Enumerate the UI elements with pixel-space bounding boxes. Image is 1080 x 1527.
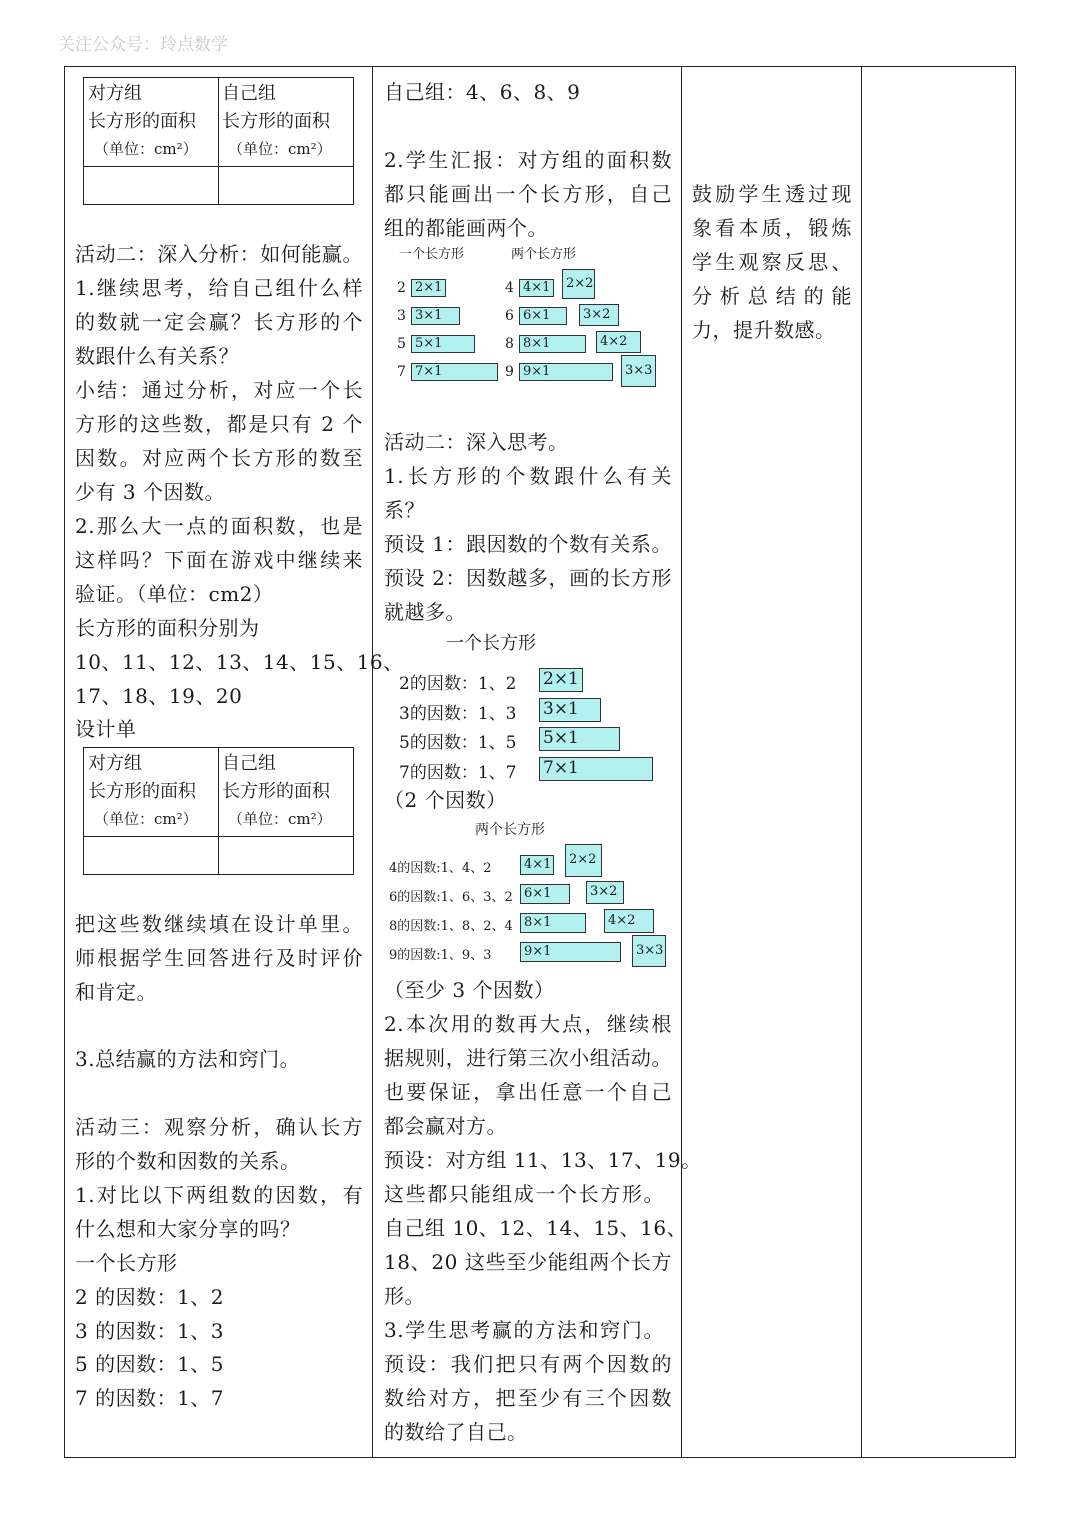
column-divider: [861, 67, 862, 1457]
text-line: （至少 3 个因数）: [384, 978, 555, 1002]
text-line: 这样吗？下面在游戏中继续来: [75, 548, 363, 572]
area-label: 长方形的面积: [88, 781, 196, 802]
text-line: 的数就一定会赢？长方形的个: [75, 310, 363, 334]
factor-label: 2的因数：1、2: [399, 674, 517, 694]
text-line: 一个长方形: [75, 1251, 178, 1275]
rectangle-2x1: 2×1: [411, 279, 446, 297]
text-line: 预设 2：因数越多，画的长方形: [384, 566, 672, 590]
text-line: 数跟什么有关系？: [75, 344, 239, 368]
text-line: 验证。（单位：cm2）: [75, 582, 274, 606]
text-line: 预设：我们把只有两个因数的: [384, 1352, 672, 1376]
design-table-bottom: [83, 747, 354, 875]
rectangles-figure-1: [391, 239, 661, 389]
figure-number: 2: [397, 280, 406, 296]
watermark: 关注公众号：玲点数学: [58, 35, 228, 55]
figure-number: 6: [505, 308, 514, 324]
text-line: 系？: [384, 498, 425, 522]
rectangles-figure-3: [387, 817, 672, 977]
rectangle-4x2: 4×2: [604, 909, 654, 933]
text-line: 18、20 这些至少能组两个长方: [384, 1250, 672, 1274]
factor-label: 9的因数:1、9、3: [389, 948, 492, 963]
text-line: 分析总结的能: [692, 284, 852, 308]
rectangle-7x1: 7×1: [411, 363, 498, 381]
figure-number: 4: [505, 280, 514, 296]
text-line: 预设 1：跟因数的个数有关系。: [384, 532, 672, 556]
text-line: 少有 3 个因数。: [75, 480, 225, 504]
figure-number: 3: [397, 308, 406, 324]
text-line: 17、18、19、20: [75, 684, 243, 708]
figure-title: 两个长方形: [511, 247, 577, 262]
column-divider: [681, 67, 682, 1457]
text-line: 数给对方，把至少有三个因数: [384, 1386, 672, 1410]
text-line: 的数给了自己。: [384, 1420, 528, 1444]
text-line: 形的个数和因数的关系。: [75, 1149, 301, 1173]
text-line: 10、11、12、13、14、15、16、: [75, 650, 404, 674]
text-line: 组的都能画两个。: [384, 216, 548, 240]
rectangle-3x1: 3×1: [539, 698, 601, 722]
rectangle-3x1: 3×1: [411, 307, 460, 325]
rectangle-5x1: 5×1: [411, 335, 475, 353]
text-line: 师根据学生回答进行及时评价: [75, 946, 363, 970]
text-line: 1.对比以下两组数的因数，有: [75, 1183, 363, 1207]
unit-label: （单位：cm²）: [228, 140, 332, 158]
factor-label: 7的因数：1、7: [399, 763, 517, 783]
figure-title: 两个长方形: [475, 822, 545, 838]
rectangle-3x2: 3×2: [579, 304, 619, 326]
factor-label: 5的因数：1、5: [399, 733, 517, 753]
rectangle-4x1: 4×1: [519, 279, 554, 297]
text-line: 形。: [384, 1284, 425, 1308]
own-group-header: 自己组: [222, 753, 276, 774]
unit-label: （单位：cm²）: [94, 140, 198, 158]
rectangle-9x1: 9×1: [519, 363, 613, 381]
rectangle-5x1: 5×1: [539, 727, 620, 751]
area-label: 长方形的面积: [88, 111, 196, 132]
opp-group-header: 对方组: [88, 753, 142, 774]
text-line: 方形的这些数，都是只有 2 个: [75, 412, 363, 436]
text-line: 1.继续思考，给自己组什么样: [75, 276, 363, 300]
text-line: 把这些数继续填在设计单里。: [75, 912, 363, 936]
unit-label: （单位：cm²）: [94, 810, 198, 828]
area-label: 长方形的面积: [222, 781, 330, 802]
figure-title: 一个长方形: [446, 633, 536, 654]
rectangle-3x3: 3×3: [632, 935, 666, 967]
factor-line: 3 的因数：1、3: [75, 1319, 225, 1343]
text-line: 据规则，进行第三次小组活动。: [384, 1046, 672, 1070]
rectangle-8x1: 8×1: [519, 335, 586, 353]
text-line: 2.学生汇报：对方组的面积数: [384, 148, 672, 172]
design-sheet-label: 设计单: [75, 717, 137, 741]
area-label: 长方形的面积: [222, 111, 330, 132]
activity-two-title: 活动二：深入分析：如何能赢。: [75, 242, 363, 266]
rectangle-2x2: 2×2: [562, 269, 595, 299]
text-line: （2 个因数）: [384, 788, 507, 812]
rectangle-2x2: 2×2: [565, 844, 602, 877]
factor-label: 3的因数：1、3: [399, 704, 517, 724]
rectangle-3x3: 3×3: [621, 355, 656, 387]
text-line: 都会赢对方。: [384, 1114, 507, 1138]
text-line: 也要保证，拿出任意一个自己: [384, 1080, 672, 1104]
opp-group-header: 对方组: [88, 83, 142, 104]
text-line: 3.学生思考赢的方法和窍门。: [384, 1318, 664, 1342]
text-line: 长方形的面积分别为: [75, 616, 260, 640]
rectangle-8x1: 8×1: [520, 913, 586, 933]
text-line: 什么想和大家分享的吗？: [75, 1217, 301, 1241]
text-line: 和肯定。: [75, 980, 157, 1004]
rectangles-figure-2: [391, 627, 661, 787]
figure-number: 8: [505, 336, 514, 352]
factor-line: 7 的因数：1、7: [75, 1386, 225, 1410]
text-line: 1.长方形的个数跟什么有关: [384, 464, 672, 488]
factor-label: 8的因数:1、8、2、4: [389, 919, 513, 934]
text-line: 自己组：4、6、8、9: [384, 80, 581, 104]
factor-label: 4的因数:1、4、2: [389, 861, 492, 876]
text-line: 小结：通过分析，对应一个长: [75, 378, 363, 402]
figure-number: 5: [397, 336, 406, 352]
figure-number: 9: [505, 364, 514, 380]
rectangle-6x1: 6×1: [520, 884, 570, 904]
text-line: 象看本质，锻炼: [692, 216, 852, 240]
column-divider: [372, 67, 373, 1457]
text-line: 学生观察反思、: [692, 250, 852, 274]
factor-label: 6的因数:1、6、3、2: [389, 890, 513, 905]
figure-number: 7: [397, 364, 406, 380]
text-line: 鼓励学生透过现: [692, 182, 852, 206]
text-line: 2.那么大一点的面积数，也是: [75, 514, 363, 538]
activity-two-title: 活动二：深入思考。: [384, 430, 569, 454]
own-group-header: 自己组: [222, 83, 276, 104]
text-line: 就越多。: [384, 600, 466, 624]
rectangle-9x1: 9×1: [520, 942, 621, 962]
text-line: 3.总结赢的方法和窍门。: [75, 1047, 301, 1071]
figure-title: 一个长方形: [399, 247, 465, 262]
text-line: 力，提升数感。: [692, 318, 836, 342]
text-line: 2.本次用的数再大点，继续根: [384, 1012, 672, 1036]
text-line: 预设：对方组 11、13、17、19。: [384, 1148, 702, 1172]
text-line: 因数。对应两个长方形的数至: [75, 446, 363, 470]
rectangle-4x2: 4×2: [596, 331, 641, 353]
rectangle-4x1: 4×1: [520, 855, 554, 875]
factor-line: 5 的因数：1、5: [75, 1352, 225, 1376]
design-table-top: [83, 77, 354, 205]
rectangle-7x1: 7×1: [539, 757, 653, 781]
rectangle-6x1: 6×1: [519, 307, 567, 325]
lesson-table: [64, 66, 1016, 1458]
rectangle-3x2: 3×2: [586, 881, 624, 904]
text-line: 都只能画出一个长方形，自己: [384, 182, 672, 206]
activity-three-title: 活动三：观察分析，确认长方: [75, 1115, 363, 1139]
text-line: 这些都只能组成一个长方形。: [384, 1182, 664, 1206]
factor-line: 2 的因数：1、2: [75, 1285, 225, 1309]
unit-label: （单位：cm²）: [228, 810, 332, 828]
rectangle-2x1: 2×1: [539, 668, 583, 692]
text-line: 自己组 10、12、14、15、16、: [384, 1216, 688, 1240]
